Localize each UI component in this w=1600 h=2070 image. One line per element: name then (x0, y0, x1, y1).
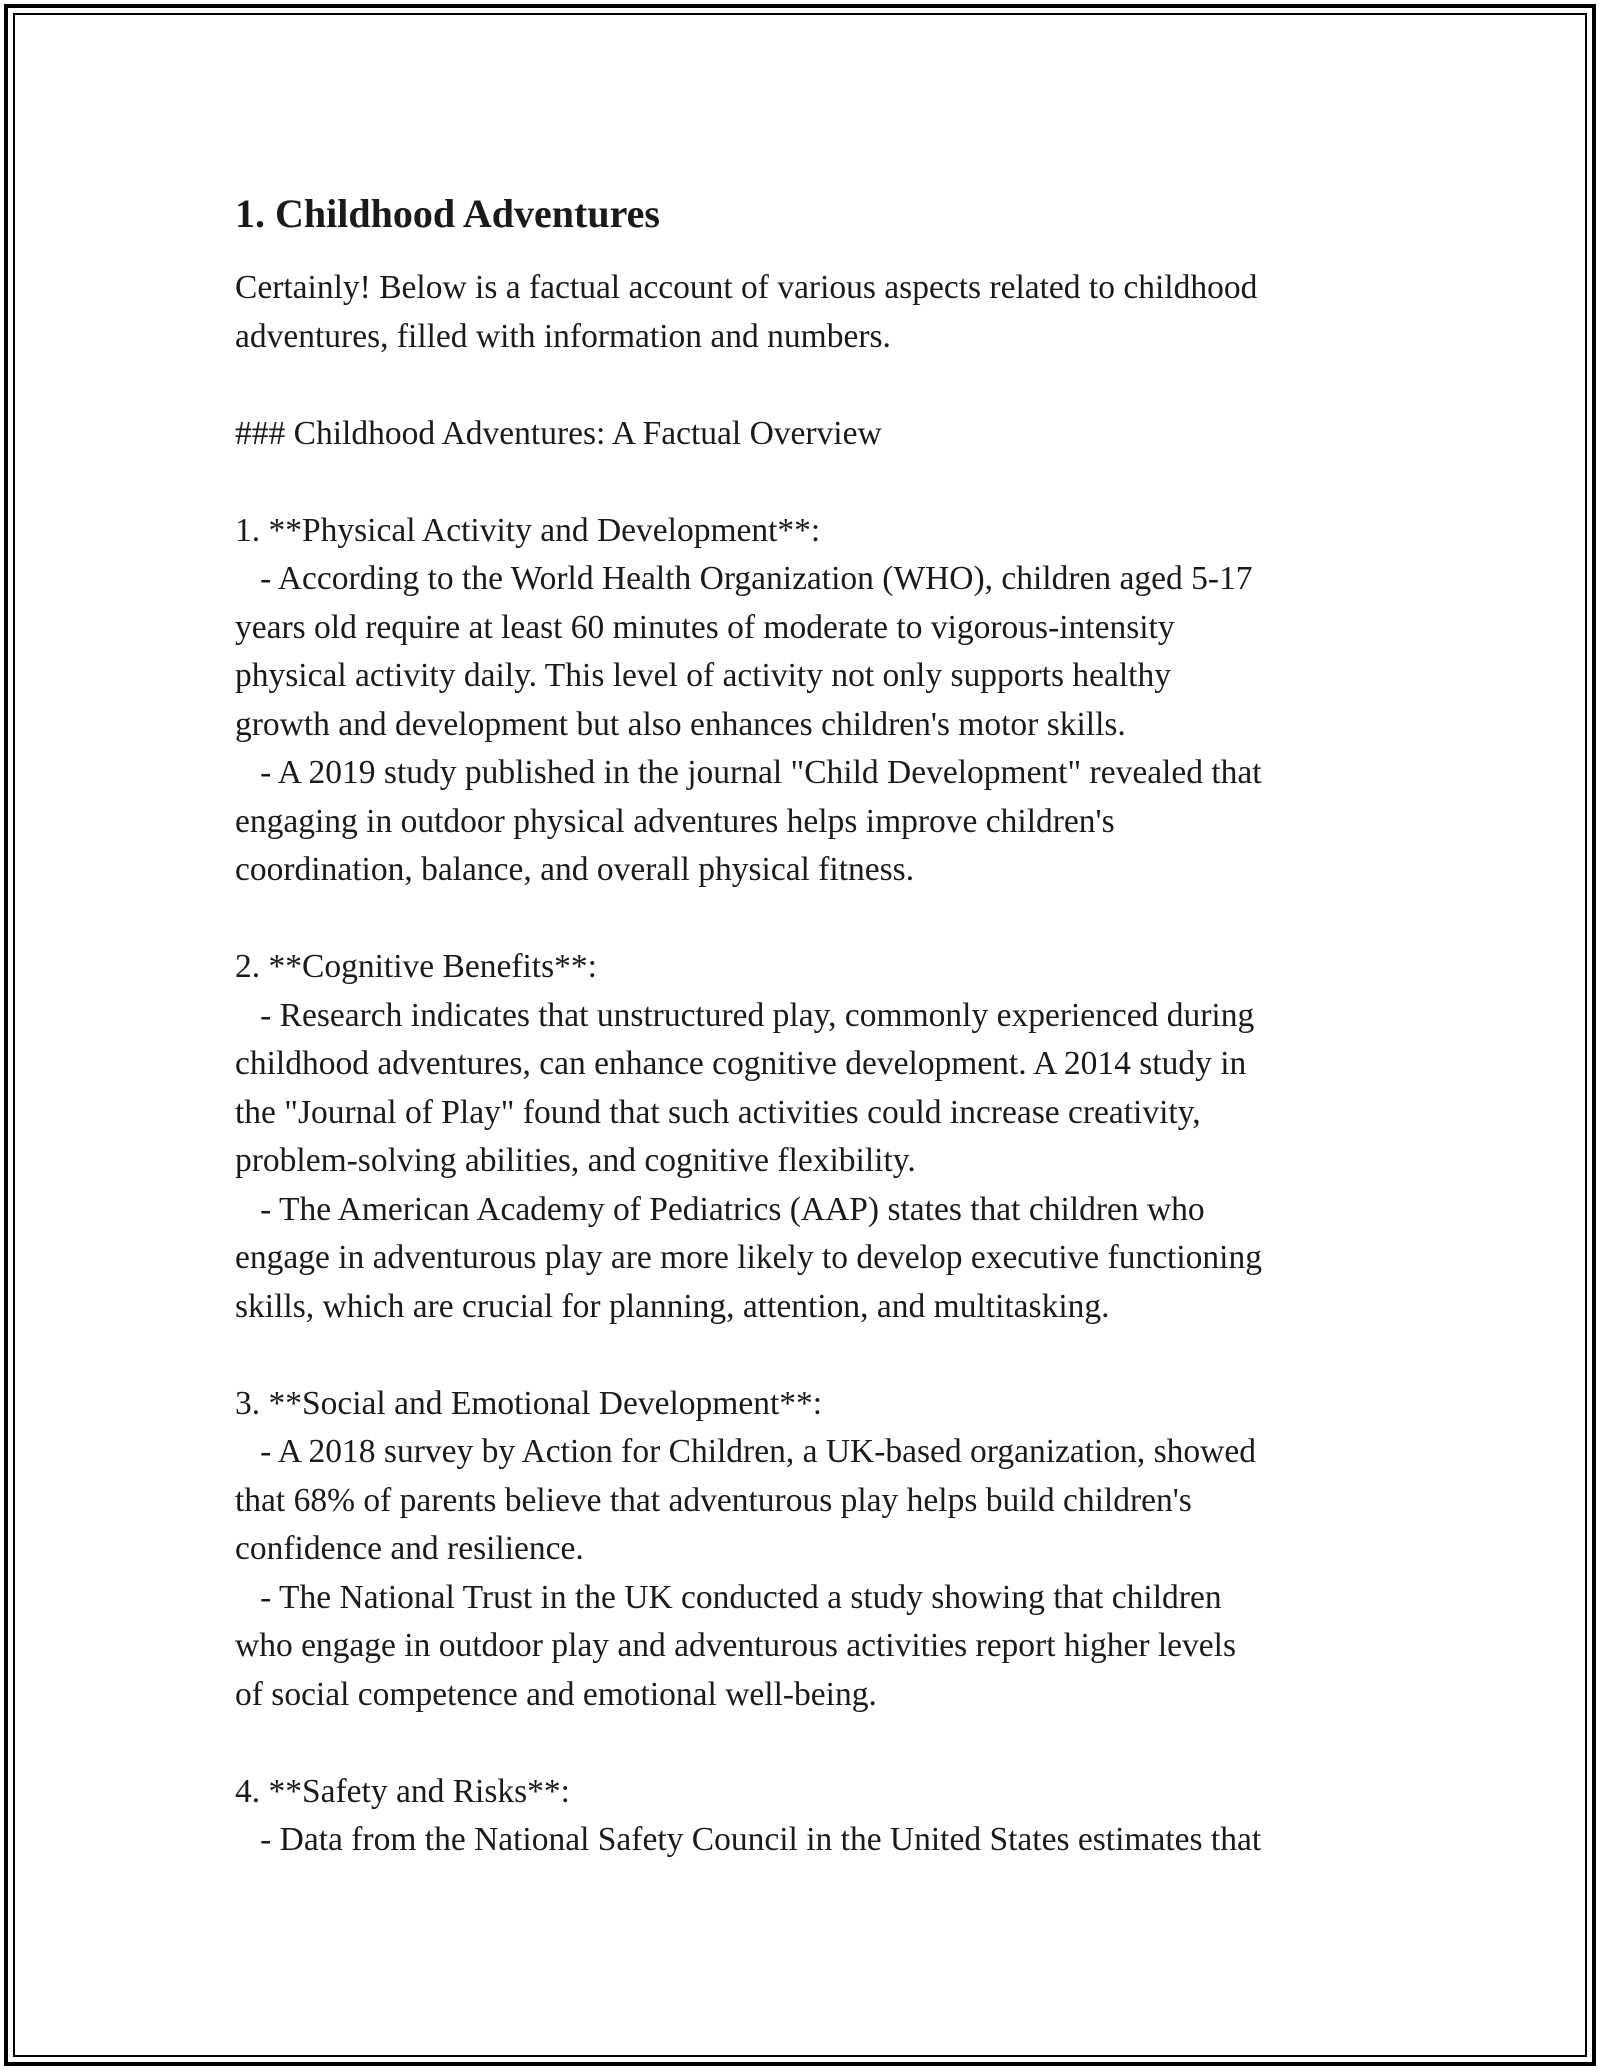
text-line: - The American Academy of Pediatrics (AAP) states that children who (235, 1190, 1205, 1228)
text-line: - A 2019 study published in the journal "Child Development" revealed that (235, 754, 1262, 791)
blank-line (235, 458, 1375, 507)
text-line: ### Childhood Adventures: A Factual Overview (235, 414, 882, 452)
text-line: coordination, balance, and overall physical fitness. (235, 851, 915, 888)
text-line: - A 2018 survey by Action for Children, a UK-based organization, showed (235, 1433, 1256, 1470)
text-line: 2. **Cognitive Benefits**: (235, 948, 597, 985)
text-line: of social competence and emotional well-being. (235, 1675, 877, 1713)
text-line: problem-solving abilities, and cognitive flexibility. (235, 1142, 916, 1179)
text-line: engaging in outdoor physical adventures helps improve children's (235, 802, 1115, 840)
text-line: physical activity daily. This level of activity not only supports healthy (235, 657, 1171, 694)
text-line: - The National Trust in the UK conducted a study showing that children (235, 1578, 1222, 1616)
page-title: 1. Childhood Adventures (235, 191, 660, 236)
text-line: 1. **Physical Activity and Development**: (235, 511, 821, 549)
text-line: that 68% of parents believe that adventurous play helps build children's (235, 1481, 1192, 1519)
text-line: - Data from the National Safety Council in the United States estimates that (235, 1821, 1262, 1858)
text-line: who engage in outdoor play and adventurous activities report higher levels (235, 1627, 1236, 1664)
text-line: growth and development but also enhances children's motor skills. (235, 705, 1126, 743)
blank-line (235, 1719, 1375, 1768)
text-line: the "Journal of Play" found that such activities could increase creativity, (235, 1093, 1201, 1131)
blank-line (235, 895, 1375, 944)
text-line: - According to the World Health Organization (WHO), children aged 5-17 (235, 560, 1253, 597)
text-line: engage in adventurous play are more likely to develop executive functioning (235, 1239, 1262, 1276)
blank-line (235, 361, 1375, 410)
text-line: - Research indicates that unstructured play, commonly experienced during (235, 996, 1255, 1034)
text-line: years old require at least 60 minutes of moderate to vigorous-intensity (235, 608, 1175, 646)
blank-line (235, 1331, 1375, 1380)
text-line: skills, which are crucial for planning, attention, and multitasking. (235, 1287, 1110, 1325)
document-body (235, 186, 1375, 1865)
text-line: confidence and resilience. (235, 1530, 584, 1567)
text-block (235, 264, 1375, 1865)
text-line: adventures, filled with information and numbers. (235, 317, 891, 355)
text-line: Certainly! Below is a factual account of various aspects related to childhood (235, 269, 1258, 306)
text-line: 4. **Safety and Risks**: (235, 1772, 570, 1810)
text-line: childhood adventures, can enhance cognitive development. A 2014 study in (235, 1045, 1247, 1082)
text-line: 3. **Social and Emotional Development**: (235, 1384, 823, 1422)
